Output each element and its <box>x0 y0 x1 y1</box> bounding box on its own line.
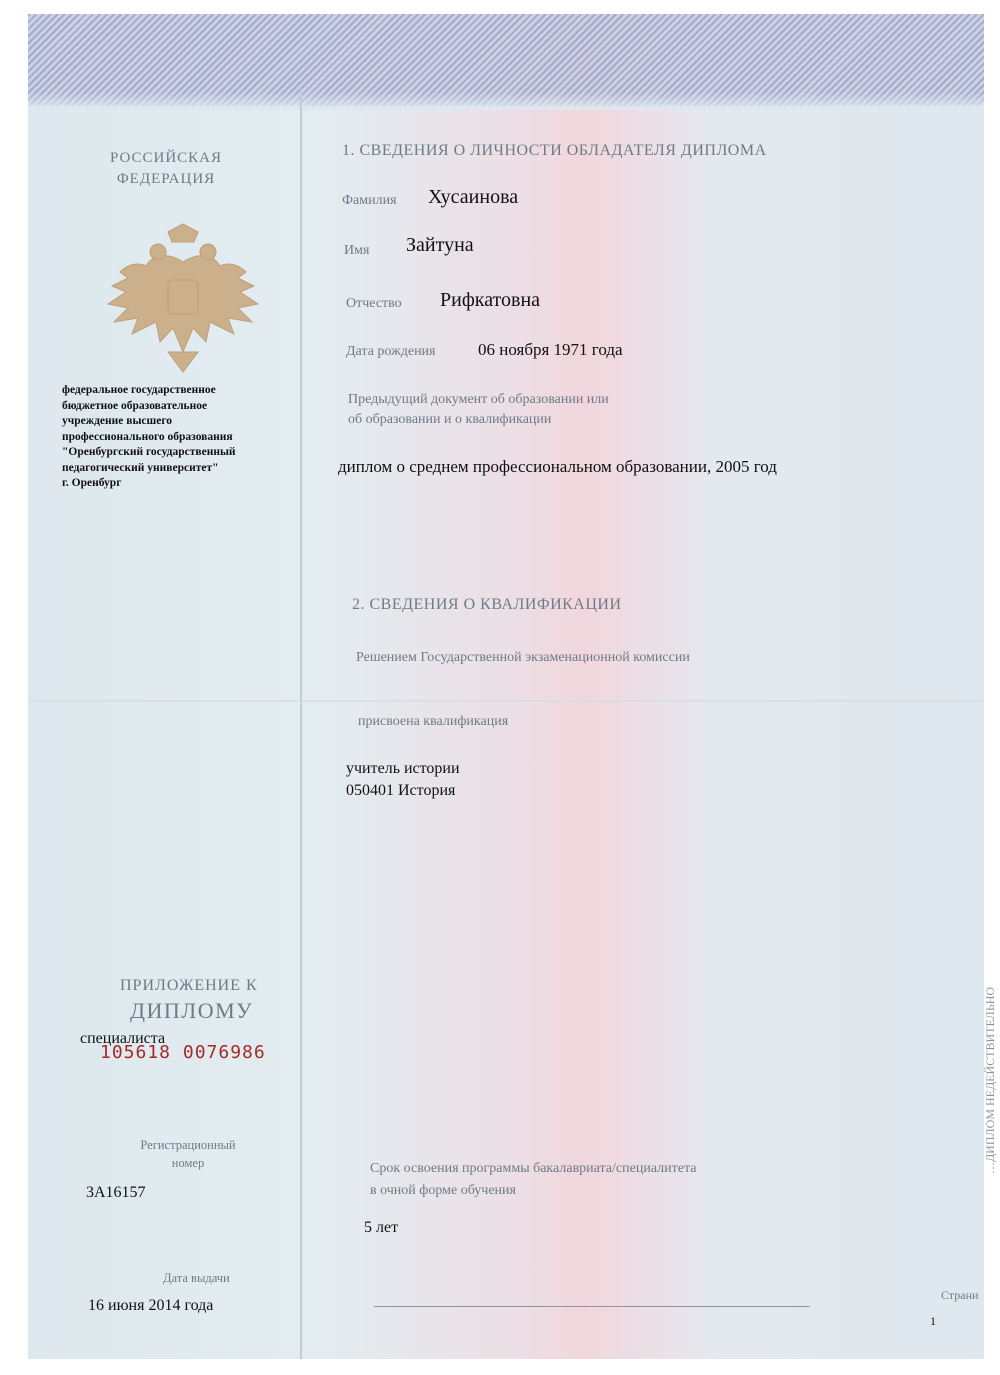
institution-line: профессионального образования <box>62 430 233 443</box>
study-duration-label-line-2: в очной форме обучения <box>370 1183 516 1198</box>
appendix-type: специалиста <box>80 1030 166 1047</box>
name-label: Имя <box>344 243 370 258</box>
qualification-assigned-label: присвоена квалификация <box>358 714 509 729</box>
country-line-1: РОССИЙСКАЯ <box>109 150 223 166</box>
serial-number: 105618 0076986 <box>100 1042 266 1063</box>
name-value: Зайтуна <box>406 234 474 256</box>
patronymic-label: Отчество <box>346 296 402 311</box>
institution-line: педагогический университет" <box>62 461 219 474</box>
institution-line: учреждение высшего <box>62 415 173 427</box>
page-number: 1 <box>930 1314 936 1328</box>
commission-decision-label: Решением Государственной экзаменационной комиссии <box>356 650 690 665</box>
registration-label: Регистрационный номер <box>140 1138 236 1170</box>
issue-date: 16 июня 2014 года <box>88 1297 214 1314</box>
guilloche-edge <box>28 92 984 110</box>
institution-line: "Оренбургский государственный <box>62 446 236 458</box>
surname-value: Хусаинова <box>428 186 519 208</box>
diploma-appendix-sheet <box>28 14 997 1359</box>
previous-document-label-line-1: Предыдущий документ об образовании или <box>348 392 609 407</box>
institution-line: бюджетное образовательное <box>62 399 208 412</box>
issue-date-label: Дата выдачи <box>163 1271 230 1285</box>
signature-line <box>374 1306 810 1307</box>
specialty-value: 050401 История <box>346 782 456 799</box>
fold-line <box>28 700 984 702</box>
institution-line: федеральное государственное <box>62 384 216 396</box>
vertical-validity-note: …ДИПЛОМ НЕДЕЙСТВИТЕЛЬНО <box>983 986 997 1174</box>
institution-line: г. Оренбург <box>62 477 122 489</box>
country-name <box>66 148 266 190</box>
section-2-title: 2. СВЕДЕНИЯ О КВАЛИФИКАЦИИ <box>352 596 622 613</box>
study-duration-label-line-1: Срок освоения программы бакалавриата/специалитета <box>370 1161 697 1176</box>
surname-label: Фамилия <box>342 193 397 208</box>
country-line-2: ФЕДЕРАЦИЯ <box>116 171 216 187</box>
previous-document-label-line-2: об образовании и о квалификации <box>348 412 552 427</box>
section-1-title: 1. СВЕДЕНИЯ О ЛИЧНОСТИ ОБЛАДАТЕЛЯ ДИПЛОМА <box>342 142 767 159</box>
study-duration-value: 5 лет <box>364 1219 399 1236</box>
appendix-title-line-1: ПРИЛОЖЕНИЕ К <box>120 977 258 994</box>
appendix-title-line-2: ДИПЛОМУ <box>130 998 254 1023</box>
birth-date-value: 06 ноября 1971 года <box>478 340 623 359</box>
patronymic-value: Рифкатовна <box>440 289 541 311</box>
institution-name <box>62 383 262 492</box>
previous-document-value: диплом о среднем профессиональном образовании, 2005 год <box>338 457 777 476</box>
registration-number: 3А16157 <box>86 1184 146 1201</box>
column-divider <box>300 89 302 1359</box>
page-label: Страни <box>941 1288 979 1302</box>
birth-date-label: Дата рождения <box>346 344 436 359</box>
qualification-value: учитель истории <box>346 760 460 777</box>
double-headed-eagle-emblem-icon <box>98 222 268 382</box>
